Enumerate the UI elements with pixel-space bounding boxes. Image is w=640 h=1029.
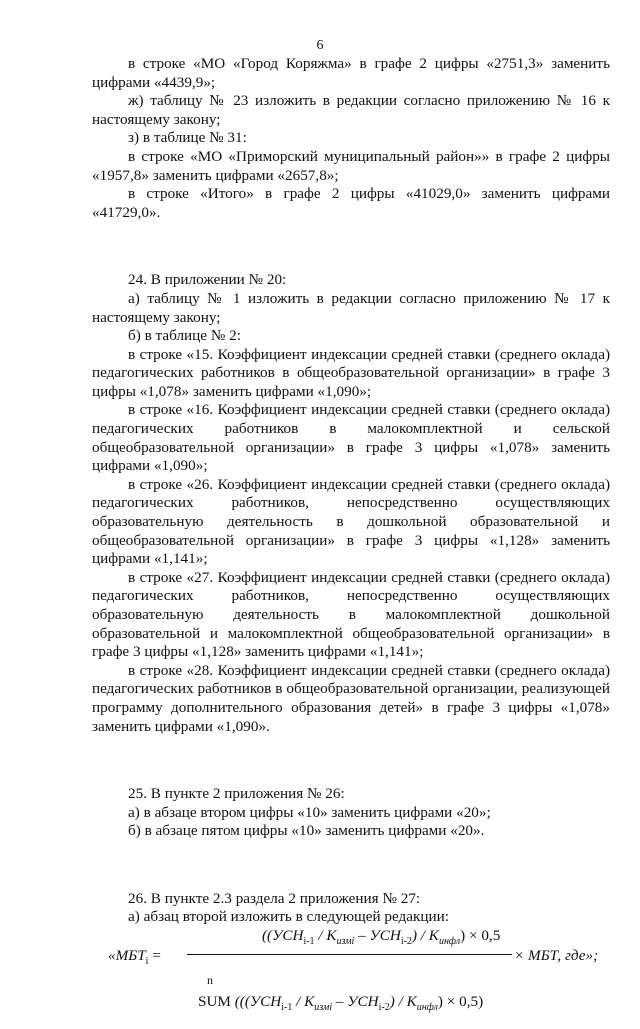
paragraph: в строке «Итого» в графе 2 цифры «41029,0» заменить цифрами «41729,0».: [92, 185, 610, 221]
formula-numerator: $((УСН_{i-1} / K_{измi} - УСН_{i-2}) / K_{инфл}) \times 0,5$: [262, 927, 501, 948]
document-body: [92, 55, 610, 1029]
formula-denominator: SUM $(((УСН_{i-1} / K_{измi} - УСН_{i-2}) / K_{инфл}) \times 0,5)$: [198, 993, 484, 1014]
paragraph: в строке «26. Коэффициент индексации средней ставки (среднего оклада) педагогических работников, непосредственно осуществляющих образовательную деятельность в дошкольной образовательной и общеобразовательной организации» в графе 3 цифры «1,128» заменить цифрами «1,141»;: [92, 475, 610, 568]
paragraph: з) в таблице № 31:: [128, 129, 247, 147]
formula-rhs: × МБТ, где»;: [514, 947, 599, 965]
paragraph: б) в таблице № 2:: [128, 327, 241, 345]
paragraph: а) таблицу № 1 изложить в редакции согласно приложению № 17 к настоящему закону;: [92, 289, 610, 326]
paragraph: в строке «27. Коэффициент индексации средней ставки (среднего оклада) педагогических работников, непосредственно осуществляющих образовательную деятельность в малокомплектной дошкольной образовательной и малокомплектной общеобразовательной организации» в графе 3 цифры «1,128» заменить цифрами «1,141»;: [92, 568, 610, 661]
paragraph: в строке «15. Коэффициент индексации средней ставки (среднего оклада) педагогических работников в общеобразовательной организации» в графе 3 цифры «1,078» заменить цифрами «1,090»;: [92, 345, 610, 400]
paragraph: б) в абзаце пятом цифры «10» заменить цифрами «20».: [128, 822, 485, 840]
paragraph: в строке «28. Коэффициент индексации средней ставки (среднего оклада) педагогических работников в общеобразовательной организации, реализующей программу дополнительного образования детей» в графе 3 цифры «1,078» заменить цифрами «1,090».: [92, 661, 610, 735]
formula-block: [92, 927, 610, 1029]
paragraph: ж) таблицу № 23 изложить в редакции согласно приложению № 16 к настоящему закону;: [92, 92, 610, 128]
paragraph: а) абзац второй изложить в следующей редакции:: [128, 908, 450, 926]
page-number: 6: [316, 38, 324, 53]
paragraph-gap: [92, 856, 610, 875]
paragraph: в строке «16. Коэффициент индексации средней ставки (среднего оклада) педагогических работников в малокомплектной и сельской общеобразовательной организации» в графе 3 цифры «1,078» заменить цифрами «1,090»;: [92, 401, 610, 475]
paragraph: 25. В пункте 2 приложения № 26:: [128, 785, 345, 803]
paragraph: а) в абзаце втором цифры «10» заменить цифрами «20»;: [128, 803, 491, 821]
paragraph: в строке «МО «Приморский муниципальный район»» в графе 2 цифры «1957,8» заменить цифрами «2657,8»;: [92, 147, 610, 184]
formula-lhs: «$МБТ_i$ =: [108, 947, 161, 968]
paragraph: 26. В пункте 2.3 раздела 2 приложения № 27:: [128, 889, 421, 907]
paragraph-list: [92, 55, 610, 927]
sum-index: n: [207, 973, 213, 988]
paragraph: в строке «МО «Город Коряжма» в графе 2 цифры «2751,3» заменить цифрами «4439,9»;: [92, 55, 610, 91]
fraction-bar: [187, 954, 512, 955]
paragraph: 24. В приложении № 20:: [128, 271, 287, 289]
paragraph-gap: [92, 751, 610, 770]
paragraph-gap: [92, 238, 610, 257]
